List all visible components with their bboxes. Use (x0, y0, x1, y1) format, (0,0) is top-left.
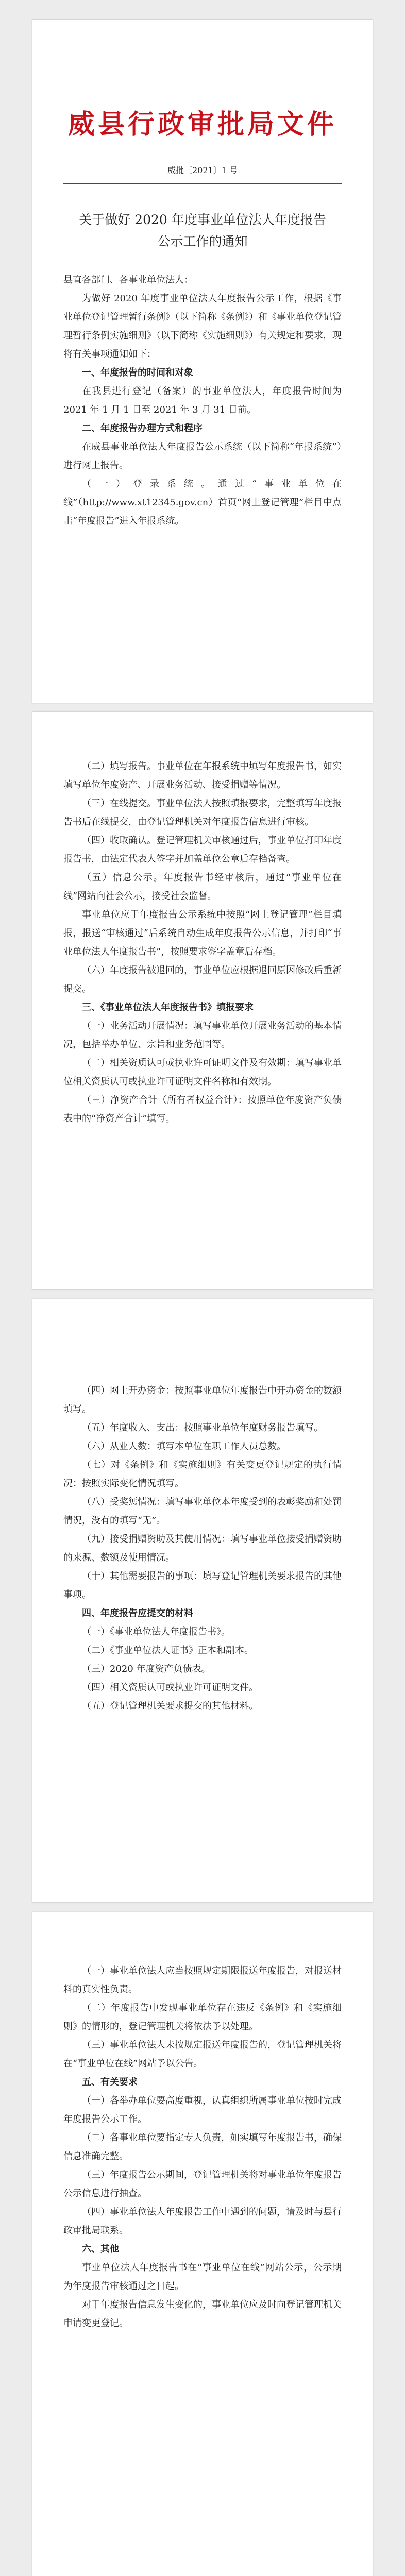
body-paragraph: （七）对《条例》和《实施细则》有关变更登记规定的执行情况：按照实际变化情况填写。 (63, 1460, 342, 1489)
section-paragraph: （一）登录系统。通过“事业单位在线”（http://www.xt12345.gov.cn）首页“网上登记管理”栏目中点击“年度报告”进入年报系统。 (63, 479, 342, 527)
body-paragraph: （三）事业单位法人未按规定报送年度报告的，登记管理机关将在“事业单位在线”网站予以公告。 (63, 2040, 342, 2069)
body-paragraph: （八）受奖惩情况：填写事业单位本年度受到的表彰奖励和处罚情况，没有的填写“无”。 (63, 1497, 342, 1526)
body-paragraph: 为做好 2020 年度事业单位法人年度报告公示工作，根据《事业单位登记管理暂行条例》（以下简称《条例》）和《事业单位登记管理暂行条例实施细则》（以下简称《实施细则》）有关规定和要求，现将有关事项通知如下： (63, 293, 342, 360)
section-paragraph: （一）《事业单位法人年度报告书》。 (82, 1626, 230, 1637)
document-page-2 (32, 712, 373, 1289)
page-top-margin (63, 1912, 342, 1962)
body-paragraph: （六）年度报告被退回的，事业单位应根据退回原因修改后重新提交。 (63, 965, 342, 994)
section-paragraph: （四）相关资质认可或执业许可证明文件。 (82, 1682, 258, 1693)
section-heading: 三、《事业单位法人年度报告书》填报要求 (82, 1002, 254, 1013)
section-paragraph: 对于年度报告信息发生变化的，事业单位应及时向登记管理机关申请变更登记。 (63, 2299, 342, 2329)
page1-body (63, 290, 342, 531)
section-paragraph: （一）业务活动开展情况：填写事业单位开展业务活动的基本情况，包括举办单位、宗旨和业务范围等。 (63, 1021, 342, 1050)
section-paragraph: （三）净资产合计（所有者权益合计）：按照单位年度资产负债表中的“净资产合计”填写。 (63, 1095, 342, 1124)
body-paragraph: （一）事业单位法人应当按照规定期限报送年度报告，对报送材料的真实性负责。 (63, 1965, 342, 1995)
section-paragraph: 在我县进行登记（备案）的事业单位法人，年度报告时间为 2021 年 1 月 1 日至 2021 年 3 月 31 日前。 (63, 386, 342, 415)
body-paragraph: 事业单位应于年度报告公示系统中按照“网上登记管理”栏目填报，报送“审核通过”后系统自动生成年度报告公示信息，并打印“事业单位法人年度报告书”，按照要求签字盖章后存档。 (63, 909, 342, 957)
section-paragraph: （三）年度报告公示期间，登记管理机关将对事业单位年度报告公示信息进行抽查。 (63, 2170, 342, 2199)
section-paragraph: （二）各事业单位要指定专人负责，如实填写年度报告书，确保信息准确完整。 (63, 2132, 342, 2162)
section-heading: 五、有关要求 (82, 2077, 138, 2088)
red-divider-line (63, 183, 342, 184)
document-header-title: 威县行政审批局文件 (68, 109, 337, 140)
body-paragraph: （六）从业人数：填写本单位在职工作人员总数。 (82, 1441, 286, 1452)
page2-body (63, 757, 342, 1128)
section-paragraph: （一）各举办单位要高度重视，认真组织所属事业单位按时完成年度报告公示工作。 (63, 2095, 342, 2125)
body-paragraph: （二）年度报告中发现事业单位存在违反《条例》和《实施细则》的情形的，登记管理机关将依法予以处理。 (63, 2003, 342, 2032)
body-paragraph: （十）其他需要报告的事项：填写登记管理机关要求报告的其他事项。 (63, 1571, 342, 1600)
section-heading: 六、其他 (82, 2244, 119, 2255)
section-paragraph: （五）登记管理机关要求提交的其他材料。 (82, 1701, 258, 1711)
salutation: 县直各部门、各事业单位法人： (63, 275, 193, 285)
notice-title (63, 209, 342, 252)
body-paragraph: （五）信息公示。年度报告书经审核后，通过“事业单位在线”网站向社会公示，接受社会监督。 (63, 872, 342, 902)
body-paragraph: （四）网上开办资金：按照事业单位年度报告中开办资金的数额填写。 (63, 1385, 342, 1415)
section-paragraph: （二）相关资质认可或执业许可证明文件及有效期：填写事业单位相关资质认可或执业许可证明文件名称和有效期。 (63, 1058, 342, 1087)
document-page-3 (32, 1299, 373, 1902)
section-paragraph: （三）2020 年度资产负债表。 (82, 1664, 211, 1674)
notice-title-line-2: 公示工作的通知 (157, 234, 248, 249)
page3-body (63, 1382, 342, 1716)
body-paragraph: （九）接受捐赠资助及其使用情况：填写事业单位接受捐赠资助的来源、数额及使用情况。 (63, 1534, 342, 1563)
body-paragraph: （二）填写报告。事业单位在年报系统中填写年度报告书，如实填写单位年度资产、开展业务活动、接受捐赠等情况。 (63, 761, 342, 790)
section-heading: 四、年度报告应提交的材料 (82, 1608, 193, 1619)
page-top-margin (63, 712, 342, 757)
page-top-margin (63, 1299, 342, 1382)
page4-body (63, 1962, 342, 2333)
section-paragraph: 在威县事业单位法人年度报告公示系统（以下简称“年报系统”）进行网上报告。 (63, 442, 342, 471)
document-number: 威批〔2021〕1 号 (167, 165, 238, 175)
section-heading: 二、年度报告办理方式和程序 (82, 423, 202, 434)
body-paragraph: （三）在线提交。事业单位法人按照填报要求，完整填写年度报告书后在线提交，由登记管理机关对年度报告信息进行审核。 (63, 798, 342, 827)
document-page-4 (32, 1912, 373, 2576)
notice-title-line-1: 关于做好 2020 年度事业单位法人年度报告 (79, 212, 326, 227)
document-page-1 (32, 20, 373, 703)
body-paragraph: （五）年度收入、支出：按照事业单位年度财务报告填写。 (82, 1422, 323, 1433)
section-paragraph: 事业单位法人年度报告书在“事业单位在线”网站公示，公示期为年度报告审核通过之日起。 (63, 2262, 342, 2292)
section-paragraph: （四）事业单位法人年度报告工作中遇到的问题，请及时与县行政审批局联系。 (63, 2207, 342, 2236)
section-heading: 一、年度报告的时间和对象 (82, 367, 193, 378)
section-paragraph: （二）《事业单位法人证书》正本和副本。 (82, 1645, 254, 1656)
body-paragraph: （四）收取确认。登记管理机关审核通过后，事业单位打印年度报告书，由法定代表人签字并加盖单位公章后存档备查。 (63, 835, 342, 865)
